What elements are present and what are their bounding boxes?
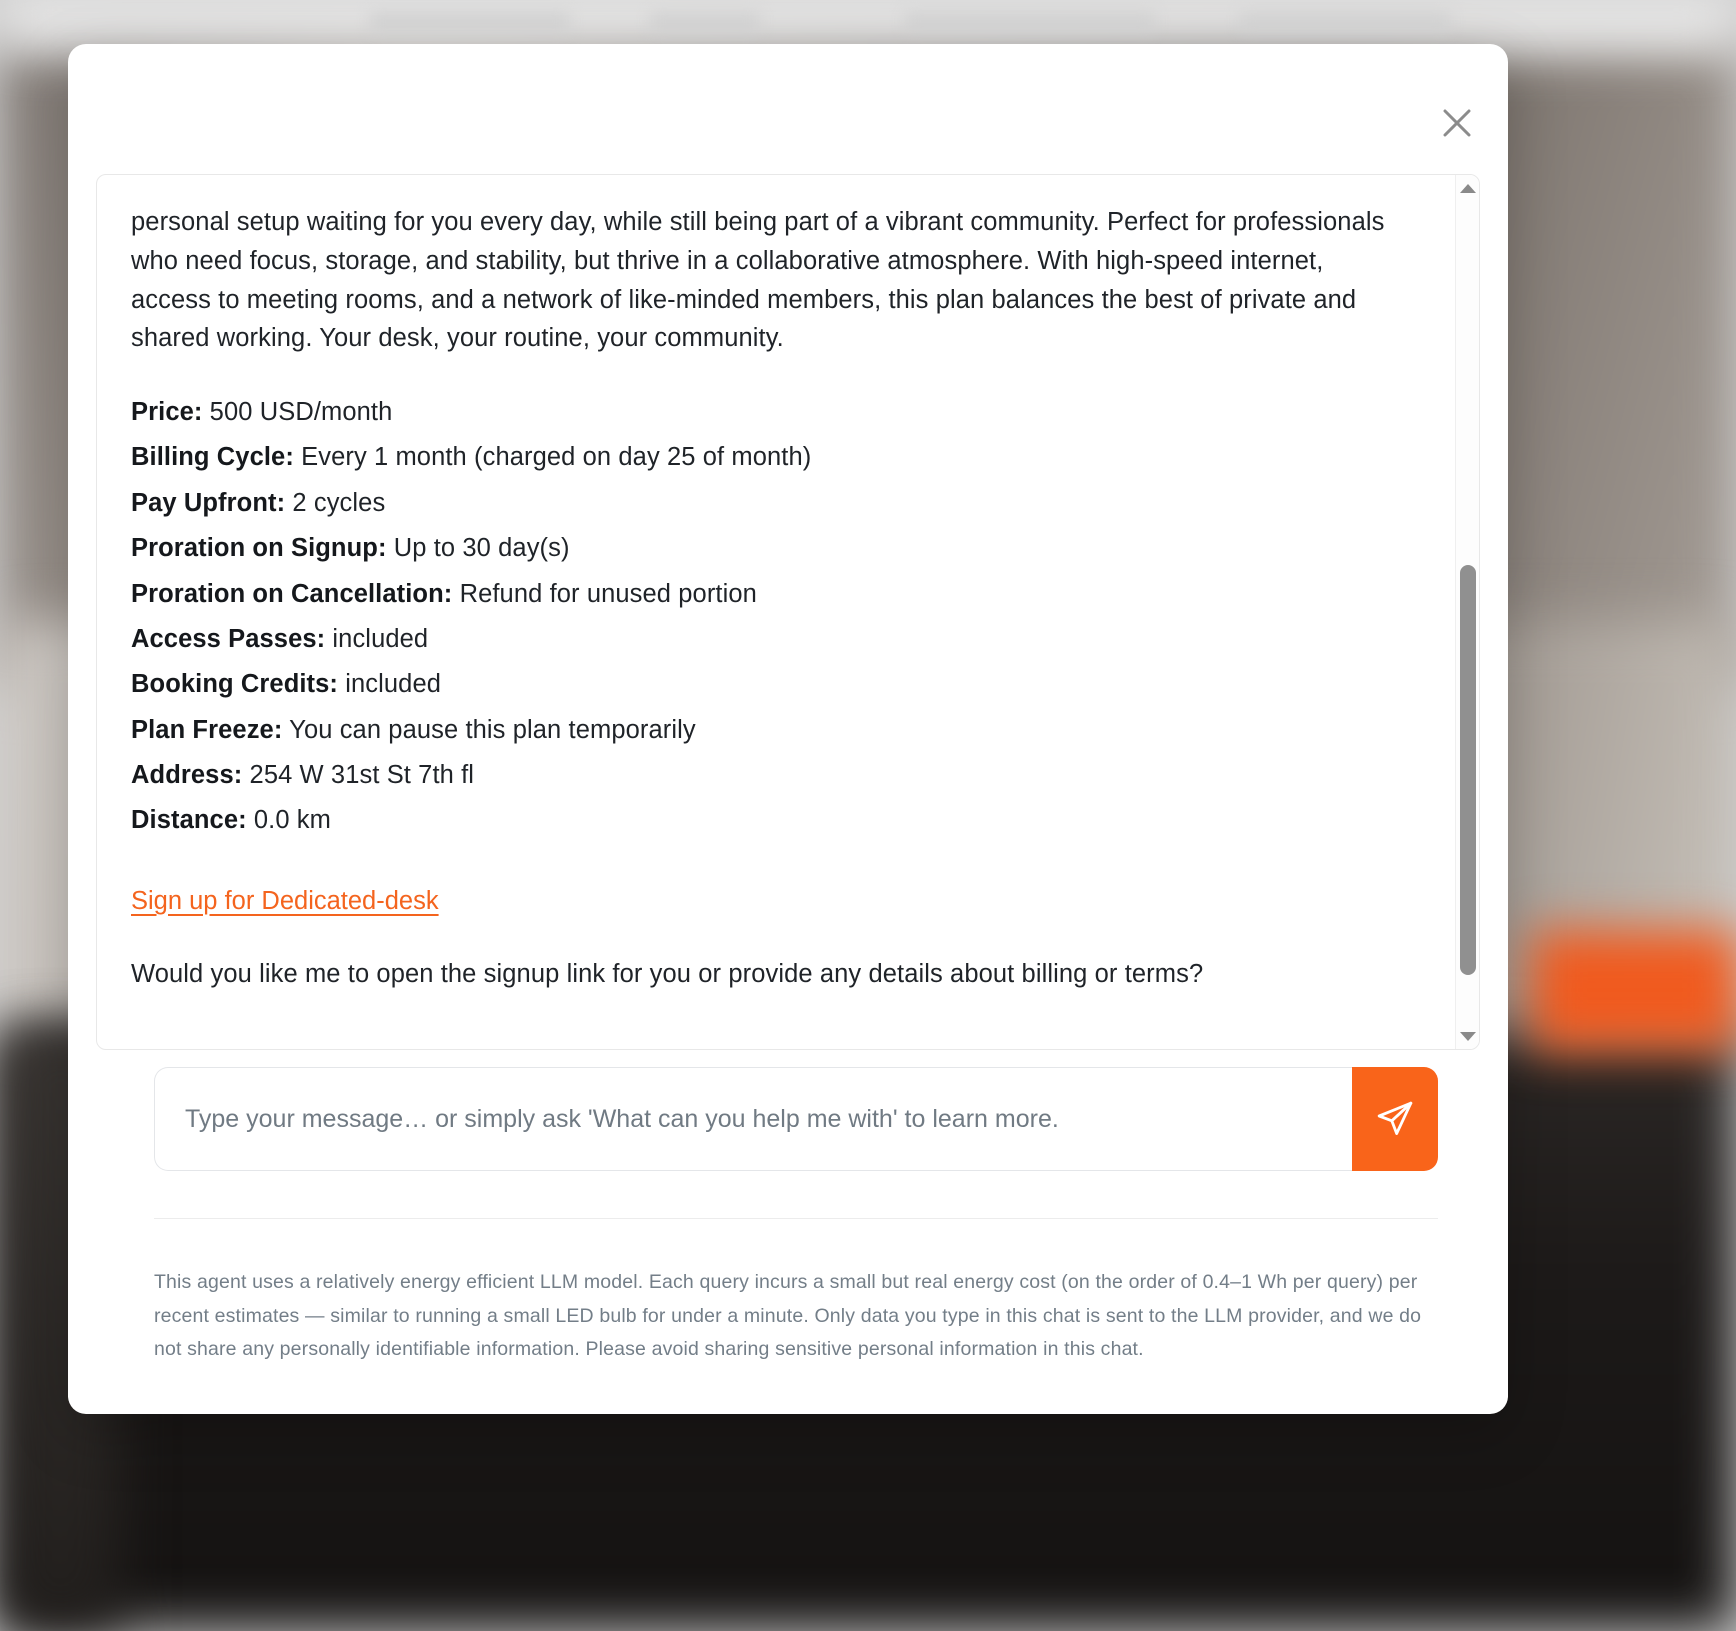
detail-value: Refund for unused portion — [459, 579, 757, 608]
detail-key: Access Passes: — [131, 624, 326, 653]
assistant-message — [97, 175, 1427, 1014]
backdrop-nav-item-1 — [370, 10, 570, 32]
detail-key: Pay Upfront: — [131, 488, 286, 517]
detail-key: Address: — [131, 761, 243, 789]
detail-row — [131, 662, 1393, 707]
detail-value: included — [345, 670, 442, 699]
backdrop-nav-item-4 — [1240, 10, 1450, 32]
detail-row — [131, 572, 1393, 617]
scrollbar-thumb[interactable] — [1460, 565, 1476, 975]
detail-row — [131, 435, 1393, 480]
detail-key: Distance: — [131, 806, 247, 835]
detail-row — [131, 481, 1393, 526]
backdrop-nav-item-3 — [905, 10, 1155, 32]
footer-divider — [154, 1218, 1438, 1219]
detail-value: 254 W 31st St 7th fl — [249, 761, 475, 789]
detail-key: Plan Freeze: — [131, 715, 283, 744]
conversation-scroll-region[interactable] — [96, 174, 1480, 1050]
detail-key: Price: — [131, 398, 203, 426]
energy-and-privacy-disclaimer: This agent uses a relatively energy efficient LLM model. Each query incurs a small but real energy cost (on the order of 0.4–1 Wh per query) per recent estimates — similar to running a small LED bulb for under a minute. Only data you type in this chat is sent to the LLM provider, and we do not share any personally identifiable information. Please avoid sharing sensitive personal information in this chat. — [154, 1271, 1422, 1361]
detail-value: You can pause this plan temporarily — [289, 715, 696, 744]
backdrop-nav-item-2 — [650, 10, 760, 32]
chat-assistant-modal — [68, 44, 1508, 1414]
plan-details-list — [131, 390, 1393, 844]
scroll-up-arrow-icon[interactable] — [1456, 177, 1480, 199]
detail-key: Proration on Signup: — [131, 534, 387, 563]
send-paper-plane-icon — [1375, 1099, 1415, 1139]
close-icon-glyph — [1440, 106, 1474, 140]
close-icon[interactable] — [1434, 100, 1480, 146]
detail-value: Every 1 month (charged on day 25 of month) — [301, 443, 812, 472]
detail-value: 500 USD/month — [209, 398, 393, 426]
message-composer — [154, 1067, 1438, 1171]
signup-link[interactable]: Sign up for Dedicated-desk — [131, 886, 439, 915]
detail-row — [131, 526, 1393, 571]
assistant-followup-question: Would you like me to open the signup link for you or provide any details about billing or terms? — [131, 960, 1204, 989]
detail-value: 2 cycles — [292, 488, 386, 517]
detail-value: Up to 30 day(s) — [393, 534, 570, 563]
backdrop-top-nav — [0, 0, 1736, 44]
send-button[interactable] — [1352, 1067, 1438, 1171]
detail-key: Billing Cycle: — [131, 443, 294, 472]
detail-value: included — [332, 624, 429, 653]
detail-row — [131, 753, 1393, 798]
detail-row — [131, 798, 1393, 843]
detail-value: 0.0 km — [253, 806, 331, 835]
message-input[interactable] — [154, 1067, 1352, 1171]
detail-row — [131, 708, 1393, 753]
conversation-scrollbar[interactable] — [1455, 175, 1479, 1049]
detail-row — [131, 617, 1393, 662]
assistant-message-paragraph: personal setup waiting for you every day, while still being part of a vibrant community. Perfect for professionals who need focus, storage, and stability, but thrive in a collaborative atmosphere. With high-speed internet, access to meeting rooms, and a network of like-minded members, this plan balances the best of private and shared working. Your desk, your routine, your community. — [131, 208, 1385, 353]
detail-key: Proration on Cancellation: — [131, 579, 453, 608]
detail-key: Booking Credits: — [131, 670, 339, 699]
backdrop-accent-blob — [1530, 930, 1736, 1050]
detail-row — [131, 390, 1393, 435]
scroll-down-arrow-icon[interactable] — [1456, 1025, 1480, 1047]
